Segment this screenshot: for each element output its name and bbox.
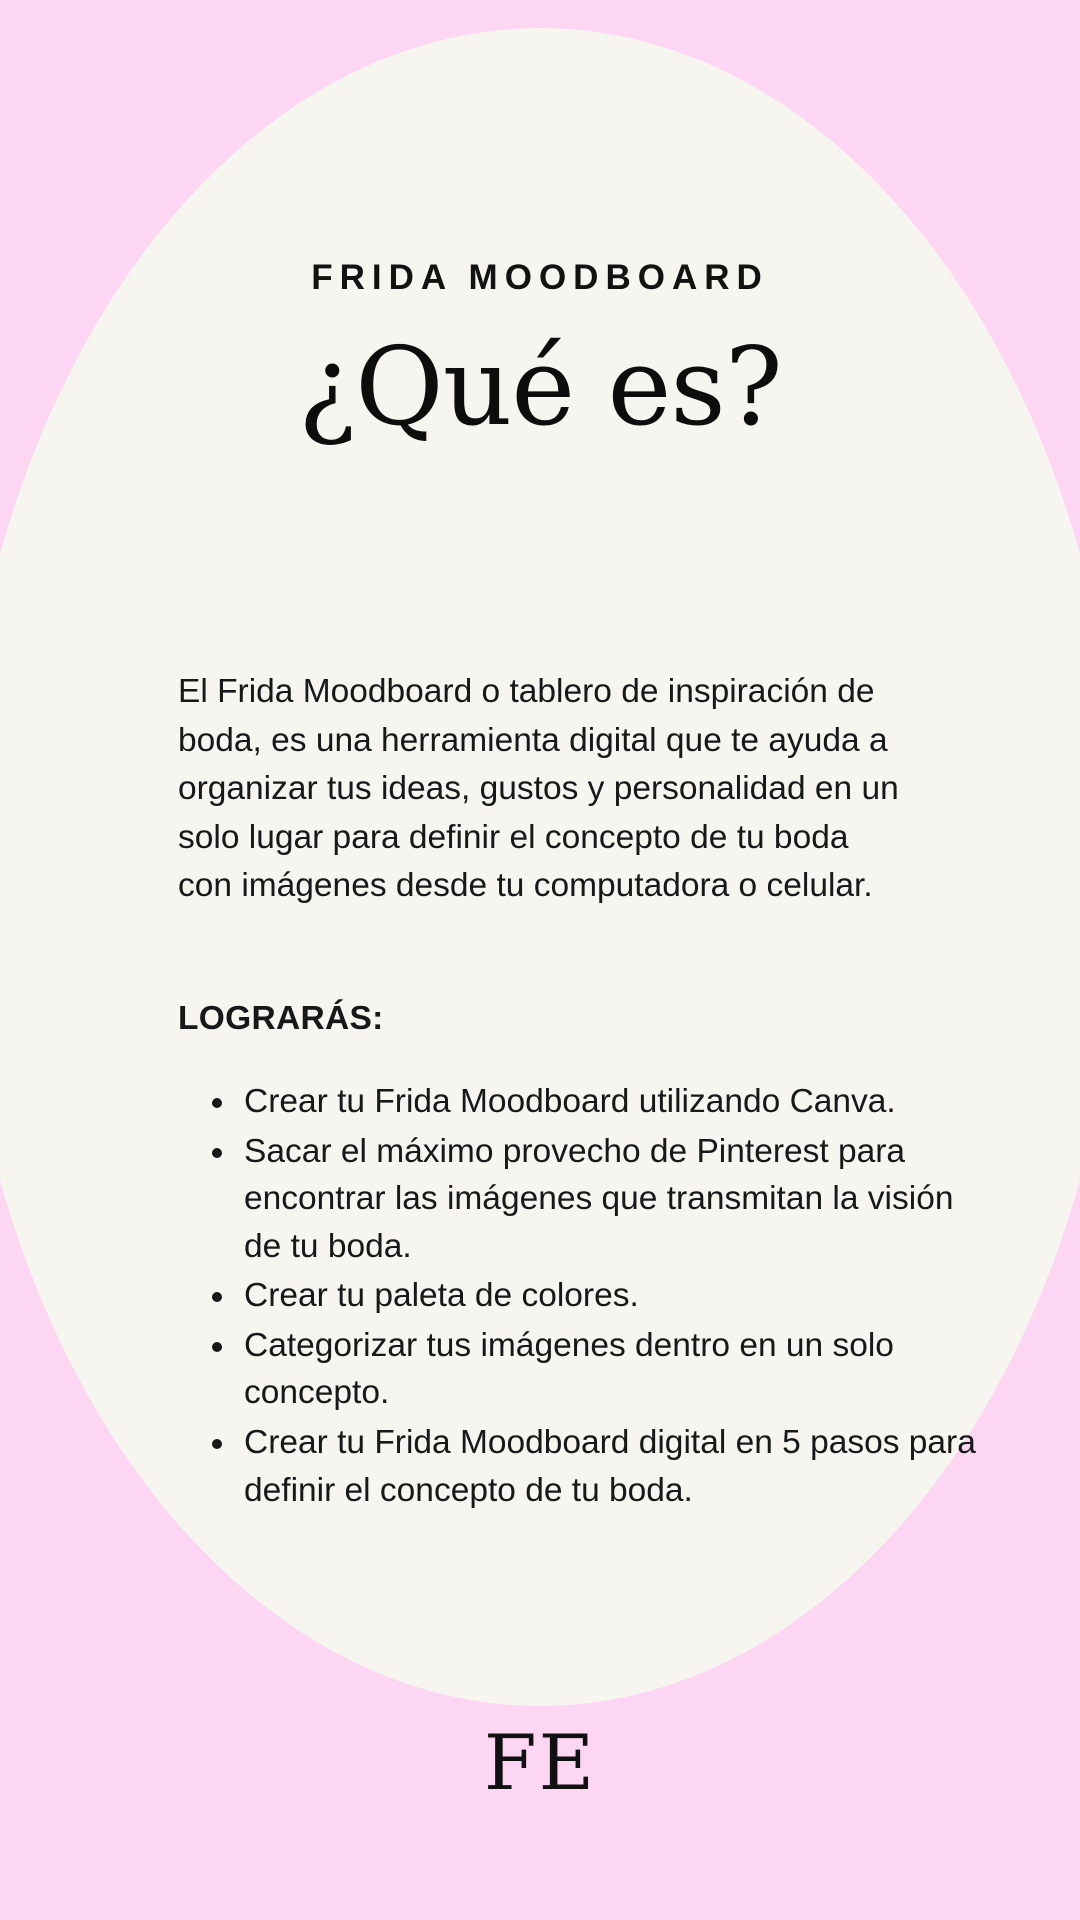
eyebrow-title: FRIDA MOODBOARD bbox=[311, 258, 769, 297]
list-item: • Crear tu paleta de colores. bbox=[238, 1272, 978, 1320]
list-item: • Crear tu Frida Moodboard utilizando Canva. bbox=[238, 1078, 978, 1126]
intro-paragraph: El Frida Moodboard o tablero de inspiración de boda, es una herramienta digital que te ayuda a organizar tus ideas, gustos y personalidad en un solo lugar para definir el concepto de tu boda con imágenes desde tu computadora o celular. bbox=[178, 673, 899, 905]
page-title: ¿Qué es? bbox=[298, 325, 782, 450]
list-item: • Categorizar tus imágenes dentro en un solo concepto. bbox=[238, 1322, 978, 1417]
brand-logo: FE bbox=[483, 1718, 597, 1807]
outcomes-heading: LOGRARÁS: bbox=[178, 1000, 384, 1037]
list-item: • Sacar el máximo provecho de Pinterest para encontrar las imágenes que transmitan la visión de tu boda. bbox=[238, 1128, 978, 1271]
list-item: • Crear tu Frida Moodboard digital en 5 pasos para definir el concepto de tu boda. bbox=[238, 1419, 978, 1514]
outcomes-list bbox=[178, 1078, 978, 1516]
